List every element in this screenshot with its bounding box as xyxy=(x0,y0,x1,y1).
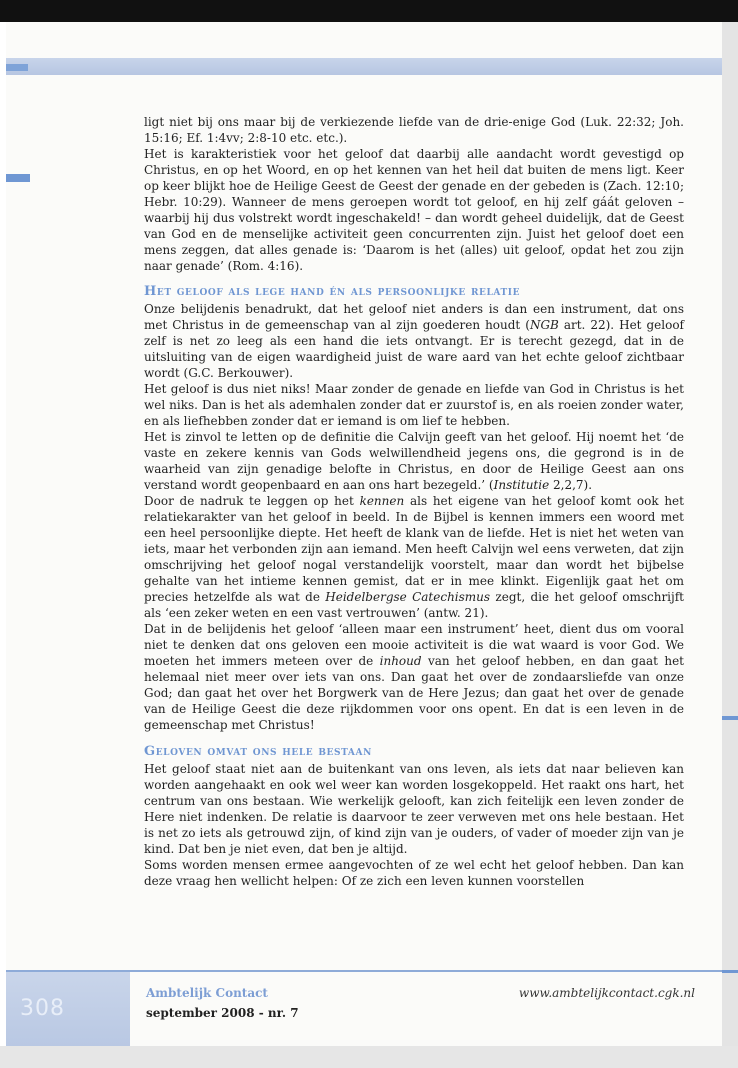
paragraph: Het geloof is dus niet niks! Maar zonder de genade en liefde van God in Christus is het wel niks. Dan is het als ademhalen zonder dat er zuurstof is, en als roeien zonder water, en als liefhebben zonder dat er iemand is om lief te hebben. xyxy=(144,382,684,428)
header-band xyxy=(6,58,722,75)
magazine-title: Ambtelijk Contact xyxy=(146,986,268,1000)
margin-marker-right xyxy=(722,716,738,720)
header-band-accent xyxy=(6,64,28,71)
paragraph: Door de nadruk te leggen op het kennen als het eigene van het geloof komt ook het relatiekarakter van het geloof in beeld. In de Bijbel is kennen immers een woord met een heel persoonlijke diepte. Het heeft de klank van de liefde. Het is niet het weten van iets, maar het verbonden zijn aan iemand. Men heeft Calvijn wel eens verweten, dat zijn omschrijving het geloof nogal verstandelijk voorstelt, maar dan wordt het bijbelse gehalte van het intieme kennen gemist, dat er in mee klinkt. Eigenlijk gaat het om precies hetzelfde als wat de Heidelbergse Catechismus zegt, die het geloof omschrijft als ‘een zeker weten en een vast vertrouwen’ (antw. 21). xyxy=(144,494,684,620)
paragraph: ligt niet bij ons maar bij de verkiezende liefde van de drie-enige God (Luk. 22:32; Joh. 15:16; Ef. 1:4vv; 2:8-10 etc. etc.). xyxy=(144,115,684,145)
margin-marker-left xyxy=(6,174,30,182)
website-link[interactable]: www.ambtelijkcontact.cgk.nl xyxy=(518,986,695,1000)
paragraph: Het is zinvol te letten op de definitie die Calvijn geeft van het geloof. Hij noemt het ‘de vaste en zekere kennis van Gods welwillendheid jegens ons, die gegrond is in de waarheid van zijn genadige belofte in Christus, en door de Heilige Geest aan ons verstand wordt geopenbaard en aan ons hart bezegeld.’ (Institutie 2,2,7). xyxy=(144,430,684,492)
paragraph: Onze belijdenis benadrukt, dat het geloof niet anders is dan een instrument, dat ons met Christus in de gemeenschap van al zijn goederen houdt (NGB art. 22). Het geloof zelf is net zo leeg als een hand die iets ontvangt. Er is terecht gezegd, dat in de uitsluiting van de eigen waardigheid juist de ware aard van het echte geloof zichtbaar wordt (G.C. Berkouwer). xyxy=(144,302,684,380)
page-number: 308 xyxy=(20,996,65,1021)
paragraph: Het is karakteristiek voor het geloof dat daarbij alle aandacht wordt gevestigd op Christus, en op het Woord, en op het kennen van het heil dat buiten de mens ligt. Keer op keer blijkt hoe de Heilige Geest de Geest der genade en der gebeden is (Zach. 12:10; Hebr. 10:29). Wanneer de mens geroepen wordt tot geloof, en hij zelf gáát geloven – waarbij hij dus volstrekt wordt ingeschakeld! – dan wordt geheel duidelijk, dat de Geest van God en de menselijke activiteit geen concurrenten zijn. Juist het geloof doet een mens zeggen, dat alles genade is: ‘Daarom is het (alles) uit geloof, opdat het zou zijn naar genade’ (Rom. 4:16). xyxy=(144,147,684,273)
paragraph: Soms worden mensen ermee aangevochten of ze wel echt het geloof hebben. Dan kan deze vraag hen wellicht helpen: Of ze zich een leven kunnen voorstellen xyxy=(144,858,684,888)
paragraph: Dat in de belijdenis het geloof ‘alleen maar een instrument’ heet, dient dus om vooral niet te denken dat ons geloven een mooie activiteit is die wat waard is voor God. We moeten het immers meteen over de inhoud van het geloof hebben, en dan gaat het helemaal niet meer over iets van ons. Dan gaat het over de zondaarsliefde van onze God; dan gaat het over het Borgwerk van de Here Jezus; dan gaat het over de genade van de Heilige Geest die deze rijkdommen voor ons opent. En dat is een leven in de gemeenschap met Christus! xyxy=(144,622,684,732)
scan-top-border xyxy=(0,0,738,22)
article-body xyxy=(144,114,684,889)
scan-right-edge xyxy=(722,22,738,1068)
issue-label: september 2008 - nr. 7 xyxy=(146,1006,299,1020)
section-heading: Geloven omvat ons hele bestaan xyxy=(144,744,372,759)
section-heading: Het geloof als lege hand én als persoonlijke relatie xyxy=(144,284,521,299)
scan-bottom-edge xyxy=(0,1046,738,1068)
paragraph: Het geloof staat niet aan de buitenkant van ons leven, als iets dat naar believen kan worden aangehaakt en ook wel weer kan worden losgekoppeld. Het raakt ons hart, het centrum van ons bestaan. Wie werkelijk gelooft, kan zich feitelijk een leven zonder de Here niet indenken. De relatie is daarvoor te zeer verweven met ons hele bestaan. Het is net zo iets als getrouwd zijn, of kind zijn van je ouders, of vader of moeder zijn van je kind. Dat ben je niet even, dat ben je altijd. xyxy=(144,762,684,856)
footer-marker-right xyxy=(722,970,738,973)
